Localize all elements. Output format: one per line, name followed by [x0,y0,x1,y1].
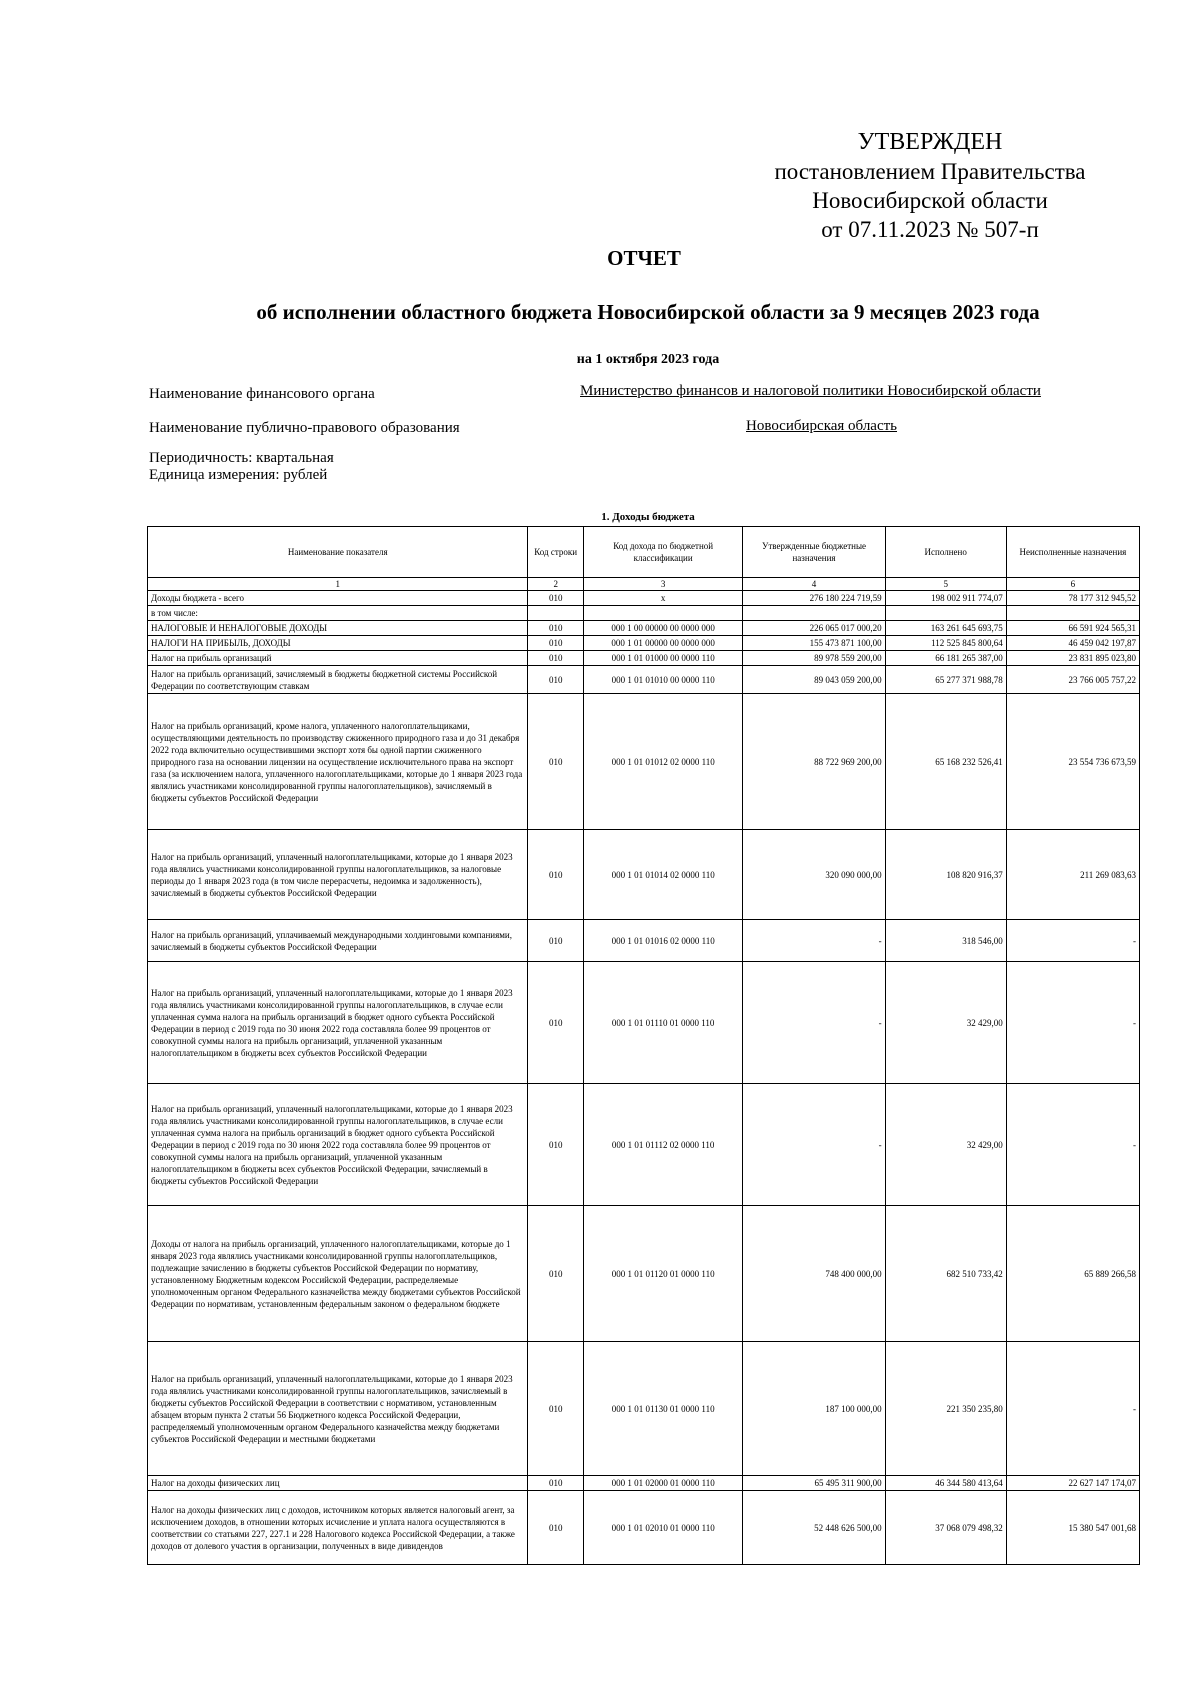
table-row [148,666,1140,694]
table-row [148,1206,1140,1342]
row-executed: 66 181 265 387,00 [885,651,1006,666]
row-unexecuted: 46 459 042 197,87 [1006,636,1139,651]
row-approved: 89 978 559 200,00 [743,651,885,666]
row-executed: 163 261 645 693,75 [885,621,1006,636]
row-approved: - [743,962,885,1084]
document-title: ОТЧЕТ [607,246,681,270]
column-number: 3 [583,578,742,591]
row-executed: 221 350 235,80 [885,1342,1006,1476]
row-income-code: 000 1 01 01130 01 0000 110 [583,1342,742,1476]
row-name: Налог на прибыль организаций [148,651,528,666]
row-line-code: 010 [528,962,584,1084]
column-number-row [148,578,1140,591]
row-approved: 276 180 224 719,59 [743,591,885,606]
row-unexecuted: 23 831 895 023,80 [1006,651,1139,666]
header-approved: Утвержденные бюджетные назначения [743,527,885,578]
row-approved: 226 065 017 000,20 [743,621,885,636]
row-income-code: 000 1 01 01014 02 0000 110 [583,830,742,920]
row-income-code: 000 1 01 02000 01 0000 110 [583,1476,742,1491]
row-executed: 46 344 580 413,64 [885,1476,1006,1491]
row-name: Налог на доходы физических лиц [148,1476,528,1491]
revenue-table [147,526,1140,1565]
approval-line-2: постановлением Правительства [774,159,1086,184]
row-income-code: 000 1 01 01012 02 0000 110 [583,694,742,830]
approval-title: УТВЕРЖДЕН [857,129,1003,155]
row-name: Налог на прибыль организаций, уплаченный налогоплательщиками, которые до 1 января 2023 года являлись участниками консолидированной группы налогоплательщиков, зачисляемый в бюджеты субъектов Российской Федерации в соответствии с нормативом, установленным абзацем вторым пункта 2 статьи 56 Бюджетного кодекса Российской Федерации, распределяемый уполномоченным органом Федерального казначейства между бюджетами субъектов Российской Федерации и местными бюджетами [148,1342,528,1476]
row-unexecuted: - [1006,920,1139,962]
row-approved: 65 495 311 900,00 [743,1476,885,1491]
row-approved [743,606,885,621]
table-header-row [148,527,1140,578]
row-unexecuted [1006,606,1139,621]
row-unexecuted: 23 766 005 757,22 [1006,666,1139,694]
row-name: Доходы от налога на прибыль организаций, уплаченного налогоплательщиками, которые до 1 января 2023 года являлись участниками консолидированной группы налогоплательщиков, подлежащие зачислению в бюджеты субъектов Российской Федерации по нормативу, установленному Бюджетным кодексом Российской Федерации, распределяемые уполномоченным органом Федерального казначейства между бюджетами субъектов Российской Федерации по нормативам, установленным федеральным законом о федеральном бюджете [148,1206,528,1342]
row-executed: 65 277 371 988,78 [885,666,1006,694]
table-row [148,830,1140,920]
row-name: НАЛОГИ НА ПРИБЫЛЬ, ДОХОДЫ [148,636,528,651]
row-executed [885,606,1006,621]
unit-of-measure: Единица измерения: рублей [149,467,328,483]
column-number: 1 [148,578,528,591]
header-unexecuted: Неисполненные назначения [1006,527,1139,578]
row-unexecuted: - [1006,1342,1139,1476]
row-income-code: x [583,591,742,606]
row-line-code: 010 [528,1476,584,1491]
row-income-code: 000 1 01 01110 01 0000 110 [583,962,742,1084]
row-line-code: 010 [528,920,584,962]
table-row [148,920,1140,962]
row-executed: 65 168 232 526,41 [885,694,1006,830]
row-executed: 32 429,00 [885,962,1006,1084]
row-income-code: 000 1 01 01000 00 0000 110 [583,651,742,666]
row-name: Налог на прибыль организаций, зачисляемый в бюджеты бюджетной системы Российской Федерации по соответствующим ставкам [148,666,528,694]
row-unexecuted: 66 591 924 565,31 [1006,621,1139,636]
row-unexecuted: 15 380 547 001,68 [1006,1491,1139,1565]
row-income-code: 000 1 01 01120 01 0000 110 [583,1206,742,1342]
table-row [148,591,1140,606]
row-income-code: 000 1 01 01010 00 0000 110 [583,666,742,694]
row-approved: 320 090 000,00 [743,830,885,920]
header-income-code: Код дохода по бюджетной классификации [583,527,742,578]
approval-stamp [740,128,1120,244]
approval-line-4: от 07.11.2023 № 507-п [821,217,1039,242]
row-name: НАЛОГОВЫЕ И НЕНАЛОГОВЫЕ ДОХОДЫ [148,621,528,636]
row-unexecuted: 23 554 736 673,59 [1006,694,1139,830]
row-line-code: 010 [528,636,584,651]
table-row [148,621,1140,636]
row-income-code: 000 1 01 02010 01 0000 110 [583,1491,742,1565]
row-approved: - [743,920,885,962]
row-unexecuted: - [1006,962,1139,1084]
row-line-code: 010 [528,651,584,666]
row-name: в том числе: [148,606,528,621]
row-income-code: 000 1 01 01016 02 0000 110 [583,920,742,962]
row-line-code: 010 [528,1342,584,1476]
table-row [148,1476,1140,1491]
row-income-code [583,606,742,621]
row-approved: - [743,1084,885,1206]
table-row [148,651,1140,666]
row-name: Налог на доходы физических лиц с доходов, источником которых является налоговый агент, за исключением доходов, в отношении которых исчисление и уплата налога осуществляются в соответствии со статьями 227, 227.1 и 228 Налогового кодекса Российской Федерации, а также доходов от долевого участия в организации, полученных в виде дивидендов [148,1491,528,1565]
section-title: 1. Доходы бюджета [601,511,695,523]
row-unexecuted: 211 269 083,63 [1006,830,1139,920]
table-row [148,694,1140,830]
column-number: 5 [885,578,1006,591]
header-executed: Исполнено [885,527,1006,578]
row-unexecuted: 65 889 266,58 [1006,1206,1139,1342]
table-row [148,1491,1140,1565]
column-number: 2 [528,578,584,591]
row-line-code: 010 [528,1084,584,1206]
entity-label: Наименование публично-правового образования [149,420,460,436]
table-row [148,1084,1140,1206]
row-approved: 748 400 000,00 [743,1206,885,1342]
row-name: Налог на прибыль организаций, уплачиваемый международными холдинговыми компаниями, зачисляемый в бюджеты субъектов Российской Федерации [148,920,528,962]
row-approved: 52 448 626 500,00 [743,1491,885,1565]
row-line-code: 010 [528,1491,584,1565]
row-approved: 155 473 871 100,00 [743,636,885,651]
row-unexecuted: - [1006,1084,1139,1206]
column-number: 6 [1006,578,1139,591]
row-approved: 88 722 969 200,00 [743,694,885,830]
row-executed: 32 429,00 [885,1084,1006,1206]
column-number: 4 [743,578,885,591]
table-row [148,962,1140,1084]
document-subtitle: об исполнении областного бюджета Новосибирской области за 9 месяцев 2023 года [256,300,1040,324]
row-line-code: 010 [528,591,584,606]
row-line-code: 010 [528,621,584,636]
fin-org-label: Наименование финансового органа [149,386,375,402]
approval-line-3: Новосибирской области [812,188,1048,213]
row-income-code: 000 1 00 00000 00 0000 000 [583,621,742,636]
periodicity: Периодичность: квартальная [149,450,334,466]
row-executed: 108 820 916,37 [885,830,1006,920]
header-line-code: Код строки [528,527,584,578]
row-name: Налог на прибыль организаций, уплаченный налогоплательщиками, которые до 1 января 2023 года являлись участниками консолидированной группы налогоплательщиков, за налоговые периоды до 1 января 2023 года (в том числе перерасчеты, недоимка и задолженность), зачисляемый в бюджеты субъектов Российской Федерации [148,830,528,920]
row-income-code: 000 1 01 00000 00 0000 000 [583,636,742,651]
row-unexecuted: 78 177 312 945,52 [1006,591,1139,606]
row-line-code: 010 [528,830,584,920]
row-executed: 112 525 845 800,64 [885,636,1006,651]
row-line-code: 010 [528,694,584,830]
row-name: Налог на прибыль организаций, уплаченный налогоплательщиками, которые до 1 января 2023 года являлись участниками консолидированной группы налогоплательщиков, в случае если уплаченная сумма налога на прибыль организаций в бюджет одного субъекта Российской Федерации в период с 2019 года по 30 июня 2022 года составляла более 99 процентов от совокупной суммы налога на прибыль организаций, уплаченной указанным налогоплательщиком в бюджеты всех субъектов Российской Федерации [148,962,528,1084]
row-executed: 682 510 733,42 [885,1206,1006,1342]
row-name: Доходы бюджета - всего [148,591,528,606]
row-executed: 37 068 079 498,32 [885,1491,1006,1565]
header-name: Наименование показателя [148,527,528,578]
row-line-code [528,606,584,621]
row-approved: 187 100 000,00 [743,1342,885,1476]
row-executed: 318 546,00 [885,920,1006,962]
report-date: на 1 октября 2023 года [576,352,720,367]
row-income-code: 000 1 01 01112 02 0000 110 [583,1084,742,1206]
row-unexecuted: 22 627 147 174,07 [1006,1476,1139,1491]
table-row [148,1342,1140,1476]
table-row [148,636,1140,651]
row-name: Налог на прибыль организаций, уплаченный налогоплательщиками, которые до 1 января 2023 года являлись участниками консолидированной группы налогоплательщиков, в случае если уплаченная сумма налога на прибыль организаций в бюджет одного субъекта Российской Федерации в период с 2019 года по 30 июня 2022 года составляла более 99 процентов от совокупной суммы налога на прибыль организаций, уплаченной указанным налогоплательщиком в бюджеты всех субъектов Российской Федерации, зачисляемый в бюджеты субъектов Российской Федерации [148,1084,528,1206]
row-name: Налог на прибыль организаций, кроме налога, уплаченного налогоплательщиками, осуществляющими деятельность по производству сжиженного природного газа и до 31 декабря 2022 года включительно осуществившими экспорт хотя бы одной партии сжиженного природного газа на основании лицензии на осуществление исключительного права на экспорт газа (за исключением налога, уплаченного налогоплательщиками, которые до 1 января 2023 года являлись участниками консолидированной группы налогоплательщиков), зачисляемый в бюджеты субъектов Российской Федерации [148,694,528,830]
entity-value: Новосибирская область [746,418,898,434]
row-line-code: 010 [528,666,584,694]
row-executed: 198 002 911 774,07 [885,591,1006,606]
row-line-code: 010 [528,1206,584,1342]
table-row [148,606,1140,621]
fin-org-value: Министерство финансов и налоговой политики Новосибирской области [580,383,1041,399]
row-approved: 89 043 059 200,00 [743,666,885,694]
